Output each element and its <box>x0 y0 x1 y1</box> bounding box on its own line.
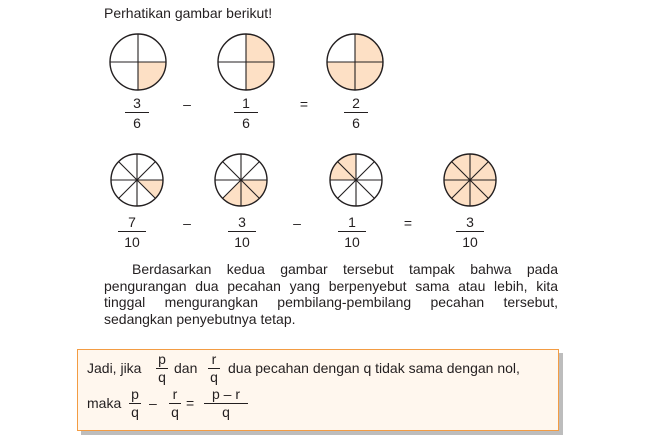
fraction-bar <box>234 112 258 113</box>
equals-sign: = <box>403 215 413 231</box>
circle-diagram-3 <box>326 33 384 91</box>
rule-text-condition: dua pecahan dengan q tidak sama dengan nol, <box>228 360 520 376</box>
equals-sign: = <box>186 395 195 411</box>
numerator: r <box>211 351 217 367</box>
numerator: 7 <box>128 214 136 230</box>
fraction-5 <box>222 214 262 250</box>
numerator: 3 <box>466 214 474 230</box>
circle-diagram-5 <box>214 153 268 207</box>
circle-diagram-4 <box>110 153 164 207</box>
denominator: q <box>171 404 179 420</box>
fraction-6 <box>332 214 372 250</box>
fraction-bar <box>456 231 484 232</box>
denominator: q <box>131 404 139 420</box>
explanation-paragraph <box>104 261 558 327</box>
fraction-r-over-q <box>206 352 222 385</box>
denominator: 10 <box>124 234 140 250</box>
numerator: p <box>158 351 166 367</box>
paragraph-line: tinggal mengurangkan pembilang-pembilang pecahan tersebut, <box>104 294 558 310</box>
denominator: 10 <box>462 234 478 250</box>
fraction-bar <box>338 231 366 232</box>
numerator: 2 <box>352 95 360 111</box>
fraction-3 <box>336 95 376 131</box>
intro-text: Perhatikan gambar berikut! <box>104 5 273 21</box>
circle-diagram-2 <box>217 33 275 91</box>
numerator: r <box>172 386 178 402</box>
equals-sign: = <box>299 96 309 112</box>
fraction-p-minus-r-over-q <box>204 387 248 420</box>
paragraph-line: pengurangan dua pecahan yang berpenyebut sama atau lebih, kita <box>104 277 558 294</box>
denominator: q <box>210 369 218 385</box>
fraction-7 <box>450 214 490 250</box>
rule-text-maka: maka <box>87 395 122 411</box>
fraction-bar <box>344 112 368 113</box>
fraction-p-over-q <box>154 352 170 385</box>
fraction-p-over-q <box>127 387 143 420</box>
numerator: p – r <box>211 386 240 402</box>
fraction-r-over-q <box>167 387 183 420</box>
numerator: 3 <box>238 214 246 230</box>
minus-sign: – <box>183 215 191 231</box>
denominator: q <box>158 369 166 385</box>
numerator: 3 <box>133 95 141 111</box>
circle-diagram-7 <box>443 153 497 207</box>
circle-diagram-1 <box>109 33 167 91</box>
fraction-1 <box>117 95 157 131</box>
fraction-bar <box>228 231 256 232</box>
denominator: 6 <box>352 115 360 131</box>
denominator: 10 <box>234 234 250 250</box>
denominator: 10 <box>344 234 360 250</box>
fraction-4 <box>112 214 152 250</box>
paragraph-line: sedangkan penyebutnya tetap. <box>104 310 296 327</box>
numerator: 1 <box>242 95 250 111</box>
denominator: 6 <box>133 115 141 131</box>
rule-box <box>77 349 559 431</box>
rule-text-dan: dan <box>174 360 198 376</box>
fraction-2 <box>226 95 266 131</box>
numerator: 1 <box>348 214 356 230</box>
fraction-bar <box>125 112 149 113</box>
rule-text-jika: Jadi, jika <box>87 360 142 376</box>
minus-sign: – <box>149 395 157 411</box>
numerator: p <box>131 386 139 402</box>
minus-sign: – <box>293 215 301 231</box>
paragraph-line: Berdasarkan kedua gambar tersebut tampak bahwa pada <box>132 261 558 277</box>
circle-diagram-6 <box>329 153 383 207</box>
denominator: 6 <box>242 115 250 131</box>
minus-sign: – <box>183 96 191 112</box>
fraction-bar <box>118 231 146 232</box>
denominator: q <box>222 404 230 420</box>
